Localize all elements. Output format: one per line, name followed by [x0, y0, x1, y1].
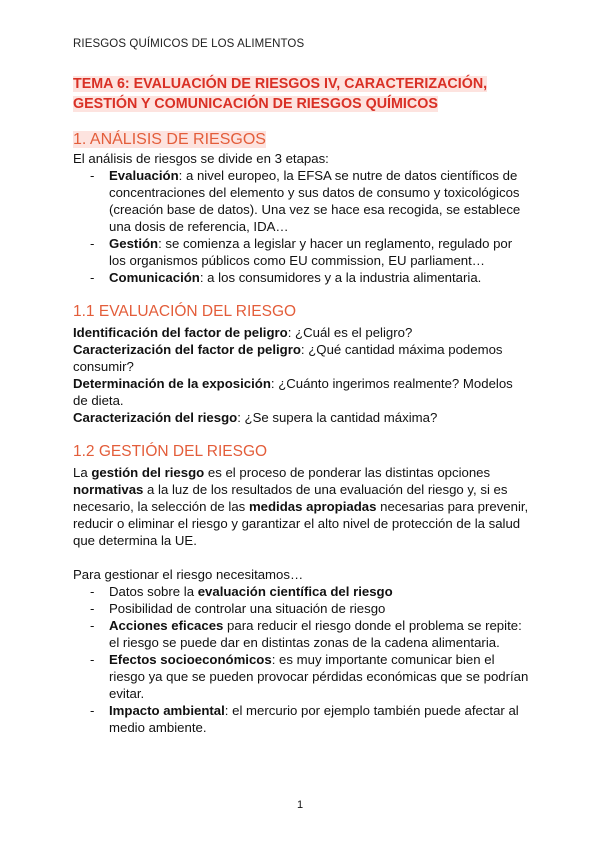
- page-number: 1: [296, 799, 304, 811]
- paragraph: La gestión del riesgo es el proceso de ponderar las distintas opciones normativas a la luz de los resultados de una evaluación del riesgo y, si es necesario, la selección de las medidas apropiadas necesarias para prevenir, reducir o eliminar el riesgo y garantizar el alto nivel de protección de la salud que determina la UE.: [73, 465, 529, 548]
- list-item: - Posibilidad de controlar una situación de riesgo: [73, 600, 531, 617]
- paragraph: Identificación del factor de peligro: ¿Cuál es el peligro?: [73, 325, 413, 340]
- section-heading-gestion: 1.2 GESTIÓN DEL RIESGO: [73, 443, 268, 460]
- running-header: RIESGOS QUÍMICOS DE LOS ALIMENTOS: [73, 38, 305, 50]
- paragraph: Caracterización del factor de peligro: ¿Qué cantidad máxima podemos consumir?: [73, 342, 503, 374]
- list-item: - Datos sobre la evaluación científica del riesgo: [73, 583, 531, 600]
- list-item: - Acciones eficaces para reducir el riesgo donde el problema se repite: el riesgo se puede dar en distintas zonas de la cadena alimentaria.: [73, 617, 531, 651]
- list-item: - Comunicación: a los consumidores y a la industria alimentaria.: [73, 269, 531, 286]
- title-line-1: TEMA 6: EVALUACIÓN DE RIESGOS IV, CARACTERIZACIÓN,: [73, 76, 488, 92]
- paragraph: Determinación de la exposición: ¿Cuánto ingerimos realmente? Modelos de dieta.: [73, 376, 513, 408]
- paragraph: Caracterización del riesgo: ¿Se supera la cantidad máxima?: [73, 410, 438, 425]
- paragraph: Para gestionar el riesgo necesitamos…: [73, 567, 304, 582]
- document-title: [73, 74, 531, 114]
- list-item: - Gestión: se comienza a legislar y hacer un reglamento, regulado por los organismos públicos como EU commission, EU parliament…: [73, 235, 531, 269]
- section-heading-analisis: 1. ANÁLISIS DE RIESGOS: [73, 131, 266, 148]
- stages-list: [73, 167, 531, 286]
- list-item: - Evaluación: a nivel europeo, la EFSA se nutre de datos científicos de concentraciones del elemento y sus datos de consumo y toxicológicos (creación base de datos). Una vez se hace esa recogida, se establece una dosis de referencia, IDA…: [73, 167, 531, 235]
- list-item: - Efectos socioeconómicos: es muy importante comunicar bien el riesgo ya que se pueden provocar pérdidas económicas que se podrían evitar.: [73, 651, 531, 702]
- title-line-2: GESTIÓN Y COMUNICACIÓN DE RIESGOS QUÍMICOS: [73, 96, 438, 112]
- list-item: - Impacto ambiental: el mercurio por ejemplo también puede afectar al medio ambiente.: [73, 702, 531, 736]
- section-intro: El análisis de riesgos se divide en 3 etapas:: [73, 151, 329, 166]
- document-body: [73, 74, 531, 736]
- section-heading-evaluacion: 1.1 EVALUACIÓN DEL RIESGO: [73, 303, 297, 320]
- management-list: [73, 583, 531, 736]
